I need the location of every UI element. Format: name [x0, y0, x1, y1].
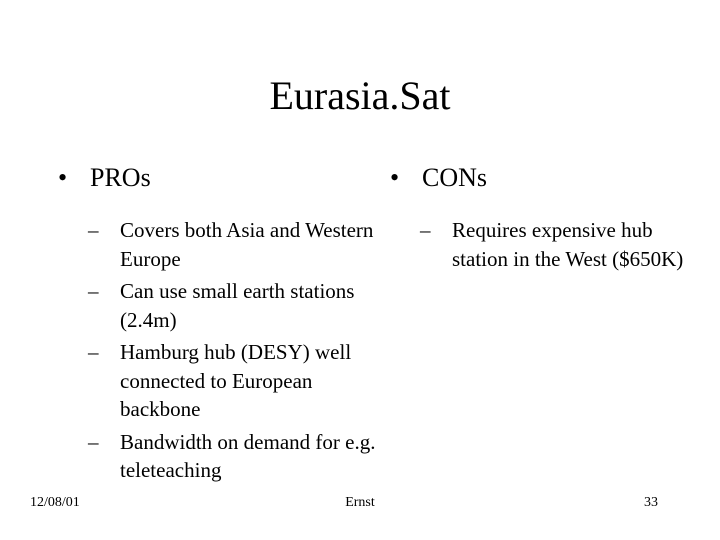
- bullet-dot: •: [390, 163, 400, 192]
- footer-date: 12/08/01: [30, 495, 80, 510]
- cons-item: [420, 216, 690, 273]
- pros-item-text: Can use small earth stations (2.4m): [120, 279, 355, 332]
- pros-item-text: Hamburg hub (DESY) well connected to European backbone: [120, 340, 352, 421]
- pros-item: [88, 428, 388, 485]
- dash-bullet: –: [88, 340, 99, 364]
- footer-author: Ernst: [345, 495, 375, 510]
- cons-item-text: Requires expensive hub station in the West ($650K): [452, 218, 684, 271]
- dash-bullet: –: [420, 218, 431, 242]
- pros-item-text: Covers both Asia and Western Europe: [120, 218, 374, 271]
- cons-column: [390, 160, 690, 277]
- pros-item: [88, 277, 388, 334]
- pros-item: [88, 216, 388, 273]
- dash-bullet: –: [88, 429, 99, 454]
- slide-title: Eurasia.Sat: [269, 73, 451, 118]
- pros-heading-row: [58, 160, 388, 196]
- footer-page-number: 33: [644, 495, 658, 510]
- pros-list: [88, 216, 388, 485]
- pros-item: [88, 338, 388, 424]
- pros-column: [58, 160, 388, 489]
- cons-list: [420, 216, 690, 273]
- cons-heading: CONs: [422, 163, 488, 192]
- dash-bullet: –: [88, 279, 99, 303]
- pros-item-text: Bandwidth on demand for e.g. teleteaching: [120, 429, 376, 482]
- pros-heading: PROs: [90, 163, 151, 192]
- dash-bullet: –: [88, 218, 99, 242]
- bullet-dot: •: [58, 163, 68, 192]
- cons-heading-row: [390, 160, 690, 196]
